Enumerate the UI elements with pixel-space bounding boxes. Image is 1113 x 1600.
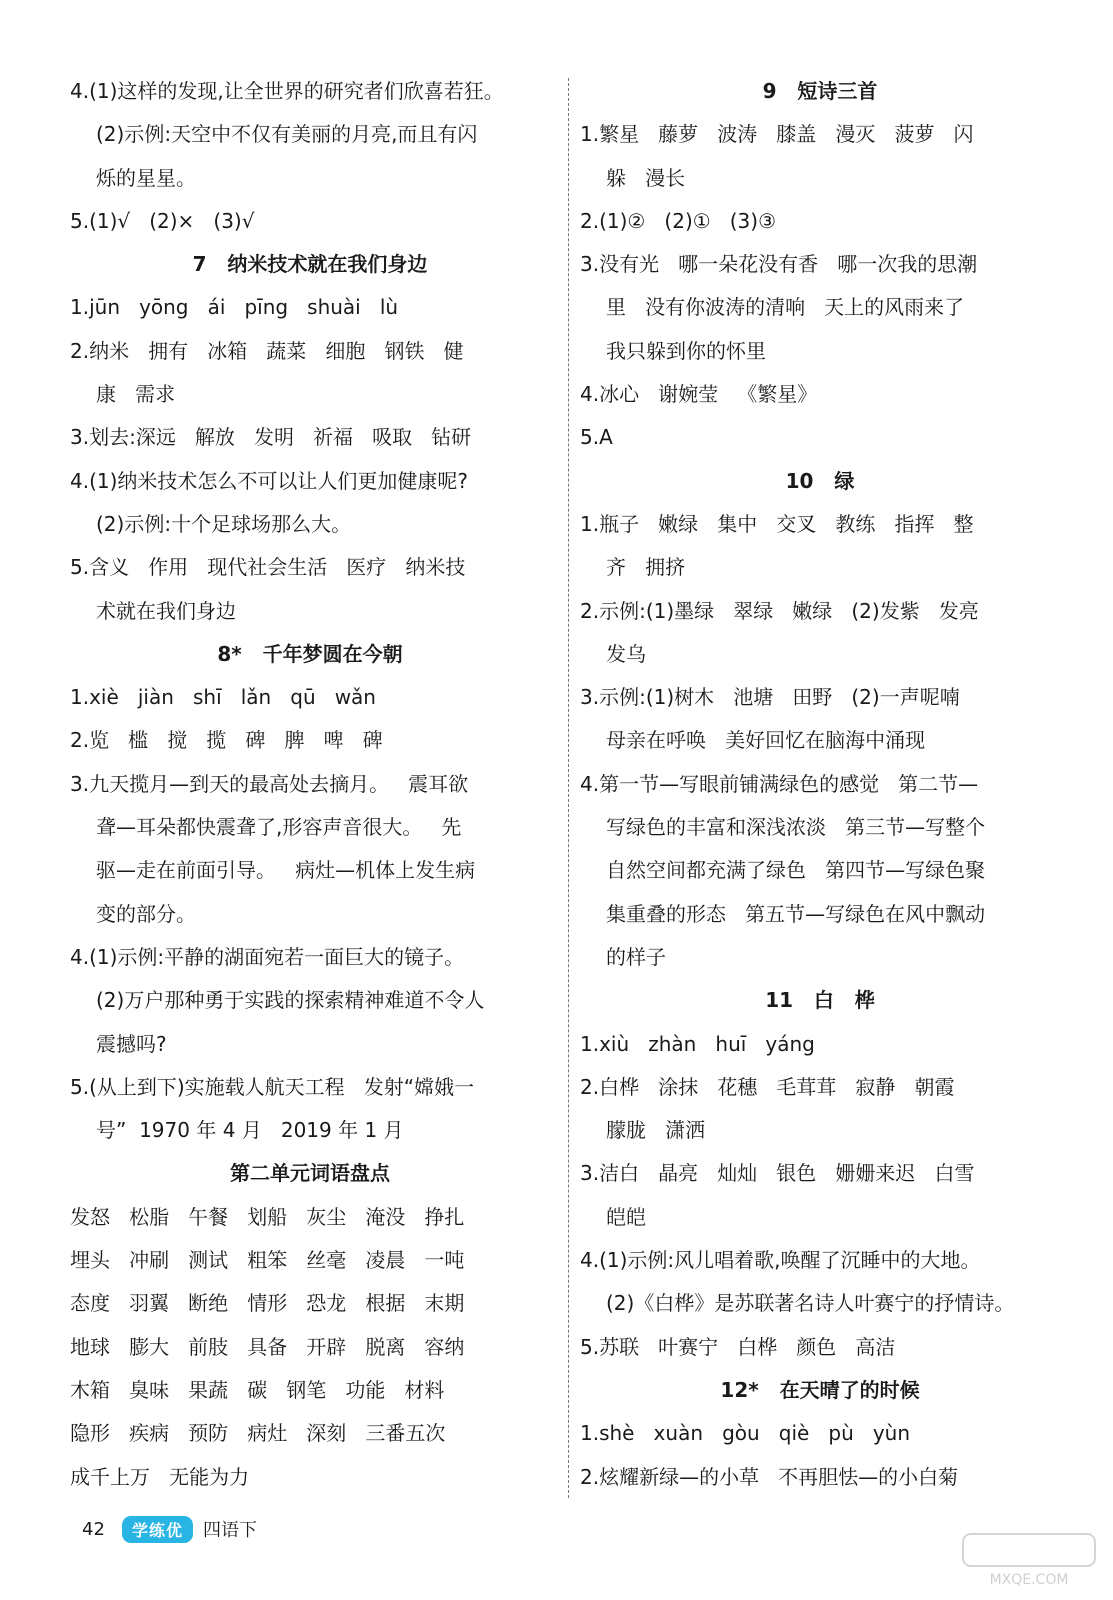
answer-line: 齐 拥挤 (606, 555, 686, 580)
left-column (70, 70, 550, 1499)
answer-line: 3.洁白 晶亮 灿灿 银色 姗姗来迟 白雪 (580, 1161, 975, 1186)
answer-line: 4.第一节—写眼前铺满绿色的感觉 第二节— (580, 771, 979, 796)
answer-line: 驱—走在前面引导。 病灶—机体上发生病 (96, 858, 476, 883)
answer-line: 4.冰心 谢婉莹 《繁星》 (580, 382, 818, 407)
answer-line: 皑皑 (606, 1204, 646, 1229)
answer-line: (2)示例:十个足球场那么大。 (96, 511, 352, 536)
answer-line: 写绿色的丰富和深浅浓淡 第三节—写整个 (606, 815, 986, 840)
answer-line: 震撼吗? (96, 1031, 167, 1056)
answer-line: 集重叠的形态 第五节—写绿色在风中飘动 (606, 901, 986, 926)
word-list-row: 发怒 松脂 午餐 划船 灰尘 淹没 挣扎 (70, 1204, 465, 1229)
answer-line: 1.繁星 藤萝 波涛 膝盖 漫灭 菠萝 闪 (580, 122, 974, 147)
answer-line: 4.(1)示例:平静的湖面宛若一面巨大的镜子。 (70, 944, 465, 969)
answer-line: 1.瓶子 嫩绿 集中 交叉 教练 指挥 整 (580, 511, 974, 536)
word-list-row: 木箱 臭味 果蔬 碳 钢笔 功能 材料 (70, 1377, 445, 1402)
word-list-row: 成千上万 无能为力 (70, 1464, 250, 1489)
answer-line: 1.xiè jiàn shī lǎn qū wǎn (70, 685, 376, 710)
answer-line: 5.(1)√ (2)× (3)√ (70, 208, 255, 233)
section-title: 第二单元词语盘点 (230, 1161, 390, 1186)
answer-line: 3.没有光 哪一朵花没有香 哪一次我的思潮 (580, 252, 978, 277)
answer-line: 的样子 (606, 944, 666, 969)
answer-line: 朦胧 潇洒 (606, 1118, 706, 1143)
watermark-logo (959, 1530, 1099, 1590)
answer-line: (2)示例:天空中不仅有美丽的月亮,而且有闪 (96, 122, 478, 147)
answer-line: 我只躲到你的怀里 (606, 338, 766, 363)
answer-line: 3.示例:(1)树木 池塘 田野 (2)一声呢喃 (580, 685, 960, 710)
answer-line: 母亲在呼唤 美好回忆在脑海中涌现 (606, 728, 926, 753)
answer-line: 2.(1)② (2)① (3)③ (580, 208, 777, 233)
answer-line: 1.shè xuàn gòu qiè pù yùn (580, 1421, 911, 1446)
answer-line: 5.A (580, 425, 613, 450)
page-footer (82, 1515, 257, 1543)
answer-line: 2.纳米 拥有 冰箱 蔬菜 细胞 钢铁 健 (70, 338, 464, 363)
answer-line: 5.含义 作用 现代社会生活 医疗 纳米技 (70, 555, 466, 580)
answer-line: (2)万户那种勇于实践的探索精神难道不令人 (96, 988, 485, 1013)
answer-line: 发乌 (606, 641, 646, 666)
column-divider (568, 78, 569, 1498)
page-number: 42 (82, 1518, 105, 1540)
brand-logo: 学练优 (122, 1516, 193, 1543)
answer-line: 聋—耳朵都快震聋了,形容声音很大。 先 (96, 815, 462, 840)
answer-line: 2.览 槛 搅 揽 碑 脾 啤 碑 (70, 728, 383, 753)
answer-line: 4.(1)这样的发现,让全世界的研究者们欣喜若狂。 (70, 79, 504, 103)
answer-line: 2.白桦 涂抹 花穗 毛茸茸 寂静 朝霞 (580, 1074, 955, 1099)
answer-line: 里 没有你波涛的清响 天上的风雨来了 (606, 295, 965, 320)
answer-line: 烁的星星。 (96, 165, 196, 190)
section-title: 11 白 桦 (765, 988, 875, 1013)
watermark-text: MXQE.COM (989, 1572, 1069, 1588)
answer-line: 4.(1)纳米技术怎么不可以让人们更加健康呢? (70, 468, 469, 493)
answer-line: 5.(从上到下)实施载人航天工程 发射“嫦娥一 (70, 1074, 475, 1099)
answer-line: 1.jūn yōng ái pīng shuài lù (70, 295, 399, 320)
answer-line: 康 需求 (96, 382, 176, 407)
answer-line: 5.苏联 叶赛宁 白桦 颜色 高洁 (580, 1334, 896, 1359)
answer-line: 2.示例:(1)墨绿 翠绿 嫩绿 (2)发紫 发亮 (580, 598, 979, 623)
answer-line: 号” 1970 年 4 月 2019 年 1 月 (96, 1118, 404, 1143)
answer-line: 变的部分。 (96, 901, 196, 926)
section-title: 9 短诗三首 (762, 79, 878, 103)
answer-line: 4.(1)示例:风儿唱着歌,唤醒了沉睡中的大地。 (580, 1248, 981, 1273)
answer-line: (2)《白桦》是苏联著名诗人叶赛宁的抒情诗。 (606, 1291, 1015, 1316)
word-list-row: 埋头 冲刷 测试 粗笨 丝毫 凌晨 一吨 (70, 1248, 465, 1273)
answer-line: 术就在我们身边 (96, 598, 236, 623)
word-list-row: 地球 膨大 前肢 具备 开辟 脱离 容纳 (70, 1334, 465, 1359)
answer-line: 2.炫耀新绿—的小草 不再胆怯—的小白菊 (580, 1464, 959, 1489)
right-column (580, 70, 1060, 1499)
answer-line: 3.九天揽月—到天的最高处去摘月。 震耳欲 (70, 771, 469, 796)
section-title: 7 纳米技术就在我们身边 (192, 252, 428, 277)
subject-label: 四语下 (203, 1520, 258, 1541)
answer-line: 1.xiù zhàn huī yáng (580, 1031, 815, 1056)
answer-line: 自然空间都充满了绿色 第四节—写绿色聚 (606, 858, 986, 883)
section-title: 10 绿 (785, 468, 855, 493)
answer-line: 躲 漫长 (606, 165, 686, 190)
word-list-row: 态度 羽翼 断绝 情形 恐龙 根据 末期 (70, 1291, 465, 1316)
section-title: 12* 在天晴了的时候 (720, 1377, 920, 1402)
word-list-row: 隐形 疾病 预防 病灶 深刻 三番五次 (70, 1421, 446, 1446)
section-title: 8* 千年梦圆在今朝 (217, 641, 403, 666)
answer-line: 3.划去:深远 解放 发明 祈福 吸取 钻研 (70, 425, 472, 450)
